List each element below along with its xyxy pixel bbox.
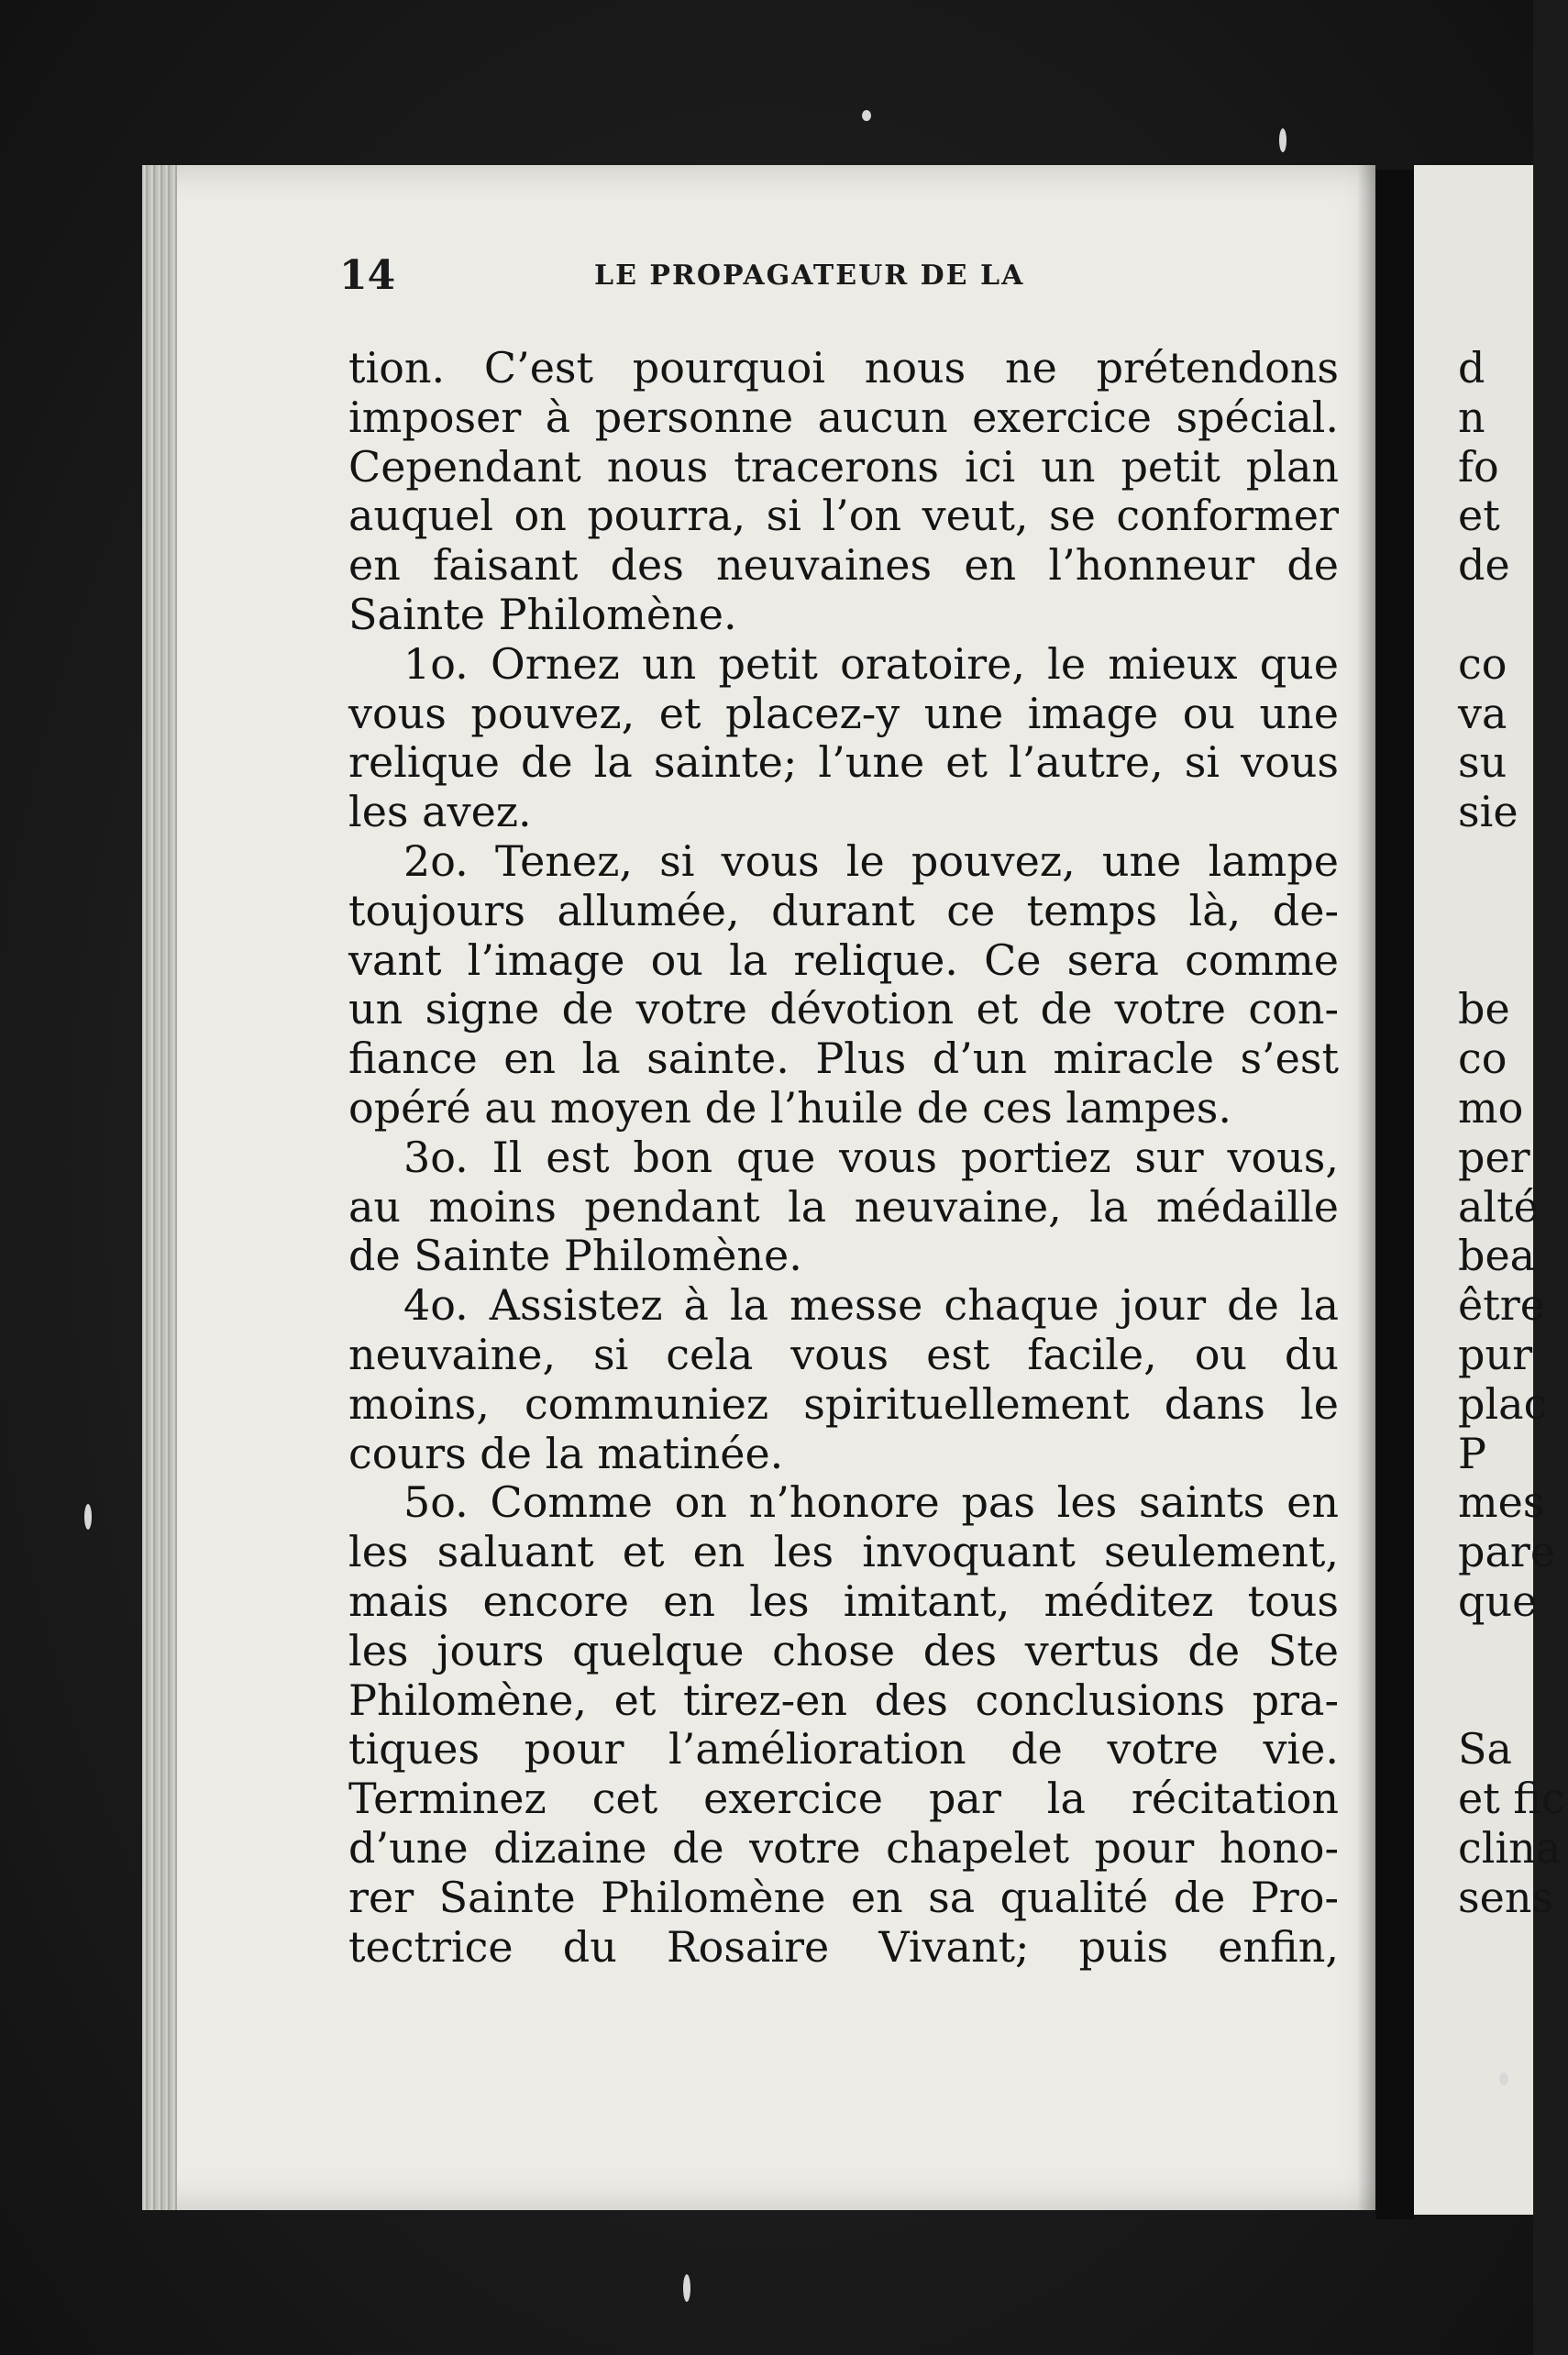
text-line: imposer à personne aucun exercice spécial. <box>348 392 1339 442</box>
text-line: toujours allumée, durant ce temps là, de- <box>348 885 1339 935</box>
page-shadow <box>1357 165 1375 2210</box>
book-gutter <box>1375 170 1414 2219</box>
facing-page-line: que <box>1458 1576 1538 1626</box>
facing-page-line: co <box>1458 1034 1507 1084</box>
text-line: un signe de votre dévotion et de votre con- <box>348 984 1339 1034</box>
text-line: 1o. Ornez un petit oratoire, le mieux que <box>403 638 1339 689</box>
text-line: 5o. Comme on n’honore pas les saints en <box>403 1477 1339 1528</box>
facing-page-line: Sa <box>1458 1724 1512 1775</box>
facing-page-line: va <box>1458 688 1507 738</box>
facing-page-line: per <box>1458 1132 1530 1182</box>
facing-page-line: alté <box>1458 1181 1539 1232</box>
text-line: vant l’image ou la relique. Ce sera comme <box>348 934 1339 985</box>
text-line: au moins pendant la neuvaine, la médaille <box>348 1181 1339 1232</box>
facing-page-line <box>1458 936 1568 986</box>
text-line: 3o. Il est bon que vous portiez sur vous, <box>403 1132 1339 1182</box>
facing-page-line: su <box>1458 737 1507 788</box>
text-line: les avez. <box>348 787 532 837</box>
text-line: 2o. Tenez, si vous le pouvez, une lampe <box>403 835 1339 886</box>
text-line: auquel on pourra, si l’on veut, se conformer <box>348 491 1339 541</box>
facing-page-line: pur <box>1458 1329 1533 1379</box>
text-line: relique de la sainte; l’une et l’autre, si vous <box>348 737 1339 788</box>
facing-page-line <box>1458 837 1568 887</box>
body-text <box>348 344 1339 1972</box>
text-line: Sainte Philomène. <box>348 589 737 639</box>
text-line: tion. C’est pourquoi nous ne prétendons <box>348 343 1339 392</box>
page-header <box>339 252 1165 307</box>
text-line: Philomène, et tirez-en des conclusions pra- <box>348 1675 1339 1725</box>
facing-page-line <box>1458 1676 1568 1726</box>
text-line: tectrice du Rosaire Vivant; puis enfin, <box>348 1921 1339 1972</box>
facing-page-line: clina <box>1458 1822 1562 1873</box>
text-line: neuvaine, si cela vous est facile, ou du <box>348 1329 1339 1379</box>
facing-page-line: co <box>1458 638 1507 689</box>
text-line: rer Sainte Philomène en sa qualité de Pro- <box>348 1872 1339 1922</box>
text-line: les saluant et en les invoquant seulement, <box>348 1527 1339 1577</box>
facing-page-line: bea <box>1458 1231 1536 1281</box>
text-line: tiques pour l’amélioration de votre vie. <box>348 1724 1339 1775</box>
facing-page-line: de <box>1458 540 1510 591</box>
facing-page-line: et fic <box>1458 1774 1565 1824</box>
text-line: en faisant des neuvaines en l’honneur de <box>348 540 1339 591</box>
text-line: Cependant nous tracerons ici un petit plan <box>348 441 1339 492</box>
facing-page-line: mo <box>1458 1082 1524 1133</box>
text-line: cours de la matinée. <box>348 1428 784 1478</box>
facing-page-line <box>1458 887 1568 936</box>
text-line: les jours quelque chose des vertus de Ste <box>348 1625 1339 1675</box>
text-line: vous pouvez, et placez-y une image ou une <box>348 688 1339 738</box>
facing-page-line <box>1458 591 1568 640</box>
facing-page-line: fo <box>1458 441 1499 492</box>
facing-page-line: pare <box>1458 1527 1556 1577</box>
text-line: moins, communiez spirituellement dans le <box>348 1378 1339 1429</box>
text-line: fiance en la sainte. Plus d’un miracle s’est <box>348 1034 1339 1084</box>
facing-page-line: être <box>1458 1280 1545 1331</box>
facing-page-line: sens <box>1458 1872 1554 1922</box>
page-binding-edge <box>142 165 177 2210</box>
facing-page-line: sie <box>1458 787 1518 837</box>
text-line: de Sainte Philomène. <box>348 1231 802 1281</box>
facing-page-line: plac <box>1458 1378 1548 1429</box>
text-line: opéré au moyen de l’huile de ces lampes. <box>348 1082 1231 1133</box>
text-line: 4o. Assistez à la messe chaque jour de la <box>403 1280 1339 1331</box>
facing-page-line: n <box>1458 392 1485 442</box>
facing-page-text <box>1458 344 1568 1923</box>
text-line: d’une dizaine de votre chapelet pour hono- <box>348 1822 1339 1873</box>
facing-page-line: mes <box>1458 1477 1545 1528</box>
text-line: Terminez cet exercice par la récitation <box>348 1774 1339 1824</box>
running-title: LE PROPAGATEUR DE LA <box>594 260 1025 292</box>
text-line: mais encore en les imitant, méditez tous <box>348 1576 1339 1626</box>
page-number: 14 <box>339 252 396 299</box>
facing-page-line: et <box>1458 491 1500 541</box>
facing-page-line: be <box>1458 984 1510 1034</box>
facing-page-line: d <box>1458 343 1485 392</box>
facing-page-line <box>1458 1627 1568 1676</box>
facing-page-line: P <box>1458 1428 1486 1478</box>
